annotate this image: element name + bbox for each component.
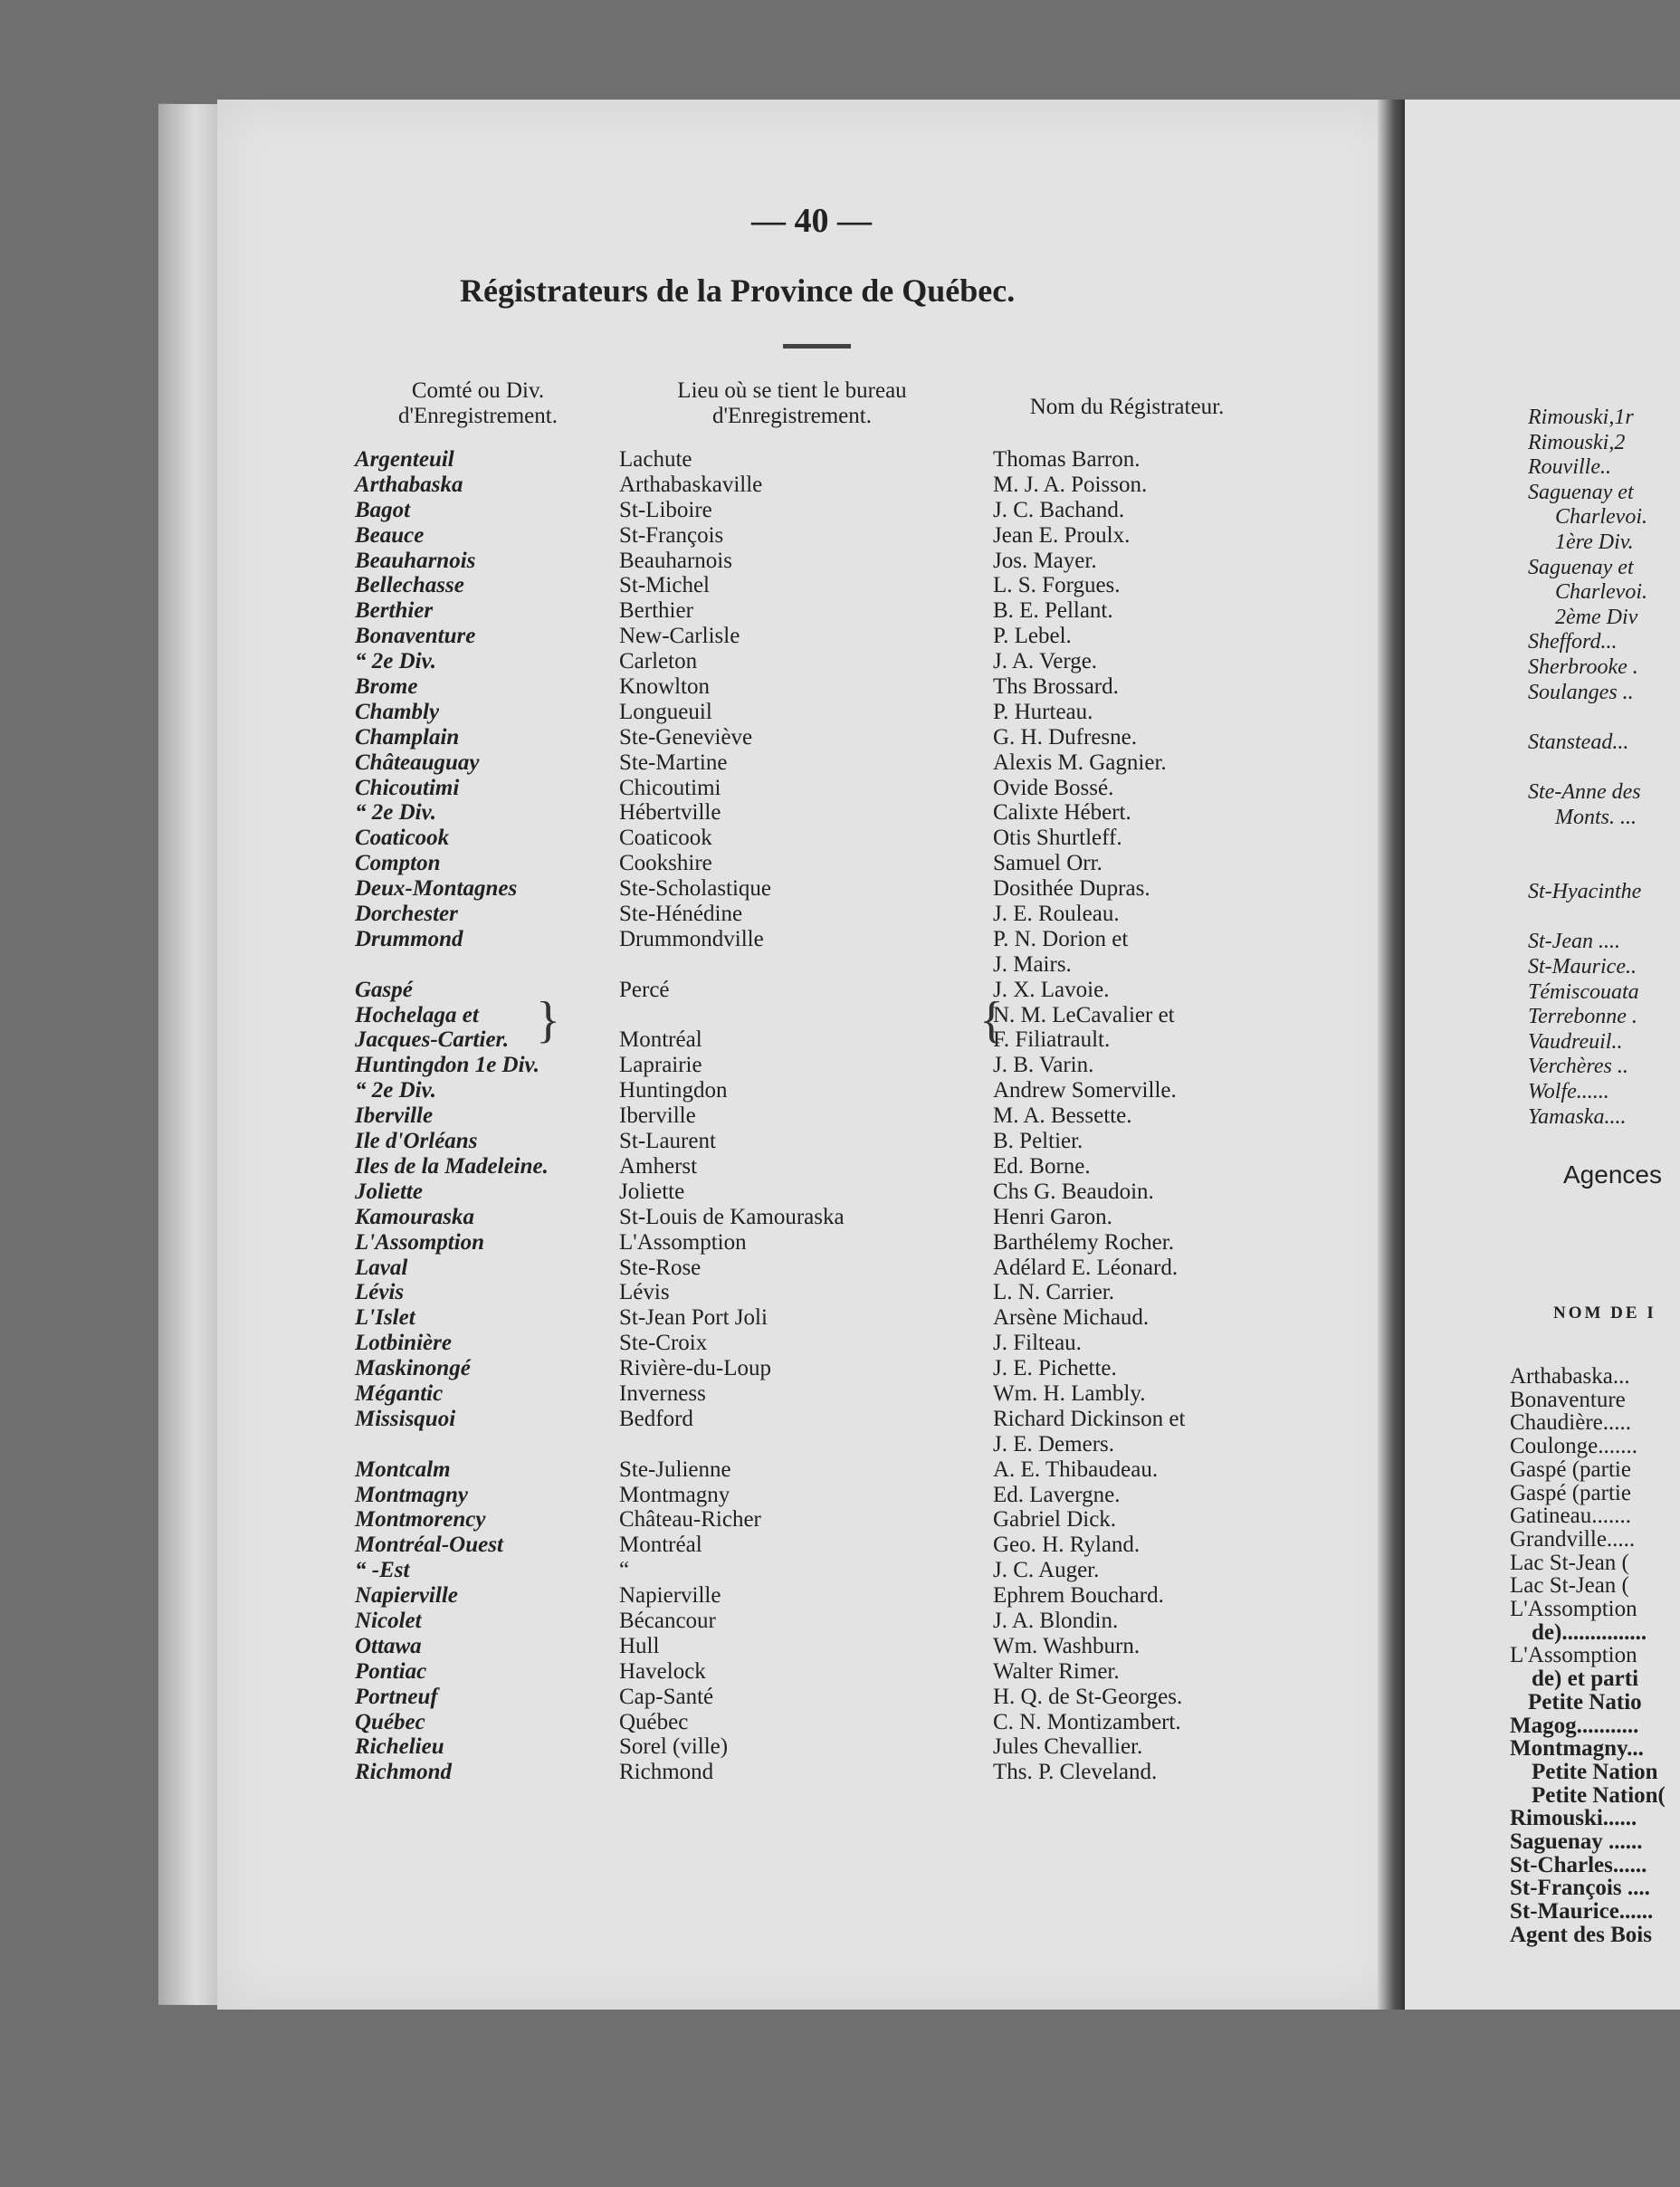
table-row <box>355 978 1305 1003</box>
office-location: Beauharnois <box>619 548 732 573</box>
table-row <box>355 927 1305 952</box>
right-page-agency: St-Maurice...... <box>1510 1899 1654 1924</box>
registrar-name: Richard Dickinson et <box>993 1406 1186 1431</box>
registrar-name: Ephrem Bouchard. <box>993 1583 1164 1609</box>
brace-left: } <box>536 992 560 1049</box>
right-page-county <box>1528 755 1647 780</box>
registrar-name: Samuel Orr. <box>993 851 1102 876</box>
county-name: Portneuf <box>355 1684 438 1709</box>
right-page-county: Rouville.. <box>1528 455 1611 480</box>
office-location: Napierville <box>619 1583 721 1609</box>
column-header-registrar: Nom du Régistrateur. <box>1029 395 1225 419</box>
county-name: Québec <box>355 1709 425 1734</box>
county-name: Chicoutimi <box>355 775 460 800</box>
office-location: Ste-Martine <box>619 750 728 775</box>
registrar-name: M. A. Bessette. <box>993 1103 1132 1129</box>
right-page-county: Monts. ... <box>1555 805 1637 829</box>
registrar-name: J. A. Verge. <box>993 649 1098 674</box>
registrar-name: Thomas Barron. <box>993 447 1141 472</box>
right-page-county: St-Maurice.. <box>1528 955 1637 979</box>
registrar-name: Geo. H. Ryland. <box>993 1533 1141 1558</box>
registrar-name: Alexis M. Gagnier. <box>993 750 1167 775</box>
right-page-agency: Gatineau....... <box>1510 1504 1631 1529</box>
table-row <box>355 1457 1305 1483</box>
right-page-agency: Petite Nation <box>1532 1759 1658 1784</box>
right-page-agency: Arthabaska... <box>1510 1364 1630 1389</box>
right-page-county: Charlevoi. <box>1555 580 1647 605</box>
office-location: Sorel (ville) <box>619 1734 729 1760</box>
county-name: Dorchester <box>355 902 458 927</box>
county-name: Bonaventure <box>355 624 476 649</box>
county-name: Jacques-Cartier. <box>355 1027 510 1053</box>
county-name: L'Assomption <box>355 1229 485 1255</box>
county-name: Richmond <box>355 1760 452 1785</box>
right-page-agency: Lac St-Jean ( <box>1510 1573 1629 1599</box>
table-row <box>355 700 1305 725</box>
table-row <box>355 876 1305 902</box>
office-location: Bécancour <box>619 1608 716 1633</box>
county-name: Gaspé <box>355 977 413 1002</box>
registrar-name: L. N. Carrier. <box>993 1280 1114 1305</box>
office-location: Amherst <box>619 1153 698 1179</box>
right-page-agency: Lac St-Jean ( <box>1510 1550 1629 1575</box>
office-location: Drummondville <box>619 926 764 951</box>
county-name: Nicolet <box>355 1608 422 1633</box>
table-row <box>355 1760 1305 1785</box>
registrar-name: Ths. P. Cleveland. <box>993 1760 1158 1785</box>
table-row <box>355 902 1305 927</box>
right-page-county: Vaudreuil.. <box>1528 1029 1623 1054</box>
office-location: St-Jean Port Joli <box>619 1305 768 1331</box>
registrar-name: Barthélemy Rocher. <box>993 1229 1174 1255</box>
county-name: Laval <box>355 1255 408 1280</box>
office-location: Montréal <box>619 1027 702 1053</box>
right-page-county <box>1528 830 1647 855</box>
office-location: St-François <box>619 522 724 548</box>
right-page-agency: de)............... <box>1532 1619 1647 1645</box>
right-page-county: 1ère Div. <box>1555 530 1634 554</box>
right-page-county: Shefford... <box>1528 630 1618 654</box>
right-page-county: Saguenay et <box>1528 555 1634 579</box>
county-name: Coaticook <box>355 826 450 851</box>
table-row <box>355 1507 1305 1533</box>
table-row <box>355 776 1305 801</box>
table-row <box>355 1053 1305 1078</box>
table-row <box>355 1305 1305 1331</box>
office-location: Cookshire <box>619 851 712 876</box>
county-name: L'Islet <box>355 1305 415 1331</box>
right-page-agency-list <box>1510 1365 1666 1947</box>
office-location: Château-Richer <box>619 1507 761 1533</box>
table-row <box>355 624 1305 649</box>
table-row <box>355 1583 1305 1609</box>
registrar-name: Ed. Borne. <box>993 1153 1091 1179</box>
table-row <box>355 1078 1305 1103</box>
office-location: Lachute <box>619 447 692 472</box>
registrar-name: Ths Brossard. <box>993 674 1119 700</box>
county-name: Napierville <box>355 1583 458 1609</box>
county-name: Chambly <box>355 699 440 724</box>
office-location: Arthabaskaville <box>619 472 763 497</box>
table-row <box>355 1609 1305 1634</box>
office-location: Montmagny <box>619 1482 730 1507</box>
table-row <box>355 549 1305 574</box>
registrar-name: J. B. Varin. <box>993 1053 1094 1078</box>
office-location: Coaticook <box>619 826 712 851</box>
registrar-name: J. E. Rouleau. <box>993 902 1120 927</box>
registrar-name: M. J. A. Poisson. <box>993 472 1148 497</box>
right-page-heading-agences: Agences <box>1563 1160 1662 1189</box>
office-location: Carleton <box>619 649 698 674</box>
county-name: “ 2e Div. <box>355 649 437 674</box>
table-row <box>355 725 1305 750</box>
county-name: Lévis <box>355 1280 405 1305</box>
table-row <box>355 498 1305 523</box>
table-row <box>355 1407 1305 1432</box>
office-location: Hull <box>619 1633 660 1658</box>
table-row <box>355 1558 1305 1583</box>
office-location: Cap-Santé <box>619 1684 714 1709</box>
right-page-county: Ste-Anne des <box>1528 779 1641 804</box>
right-page <box>1405 100 1680 2010</box>
table-row <box>355 1103 1305 1129</box>
county-name: Montmorency <box>355 1507 486 1533</box>
registrar-name: Henri Garon. <box>993 1204 1112 1229</box>
county-name: Montréal-Ouest <box>355 1533 503 1558</box>
registrar-name: Dosithée Dupras. <box>993 876 1150 902</box>
table-row <box>355 1483 1305 1508</box>
county-name: Iles de la Madeleine. <box>355 1153 549 1179</box>
county-name: “ 2e Div. <box>355 800 437 826</box>
registrar-name: Otis Shurtleff. <box>993 826 1122 851</box>
office-location: Richmond <box>619 1760 714 1785</box>
office-location: Huntingdon <box>619 1078 728 1103</box>
page-title: Régistrateurs de la Province de Québec. <box>460 272 1016 309</box>
right-page-agency: L'Assomption <box>1510 1597 1637 1622</box>
county-name: Huntingdon 1e Div. <box>355 1053 539 1078</box>
right-page-county: Verchères .. <box>1528 1055 1628 1079</box>
county-name: Brome <box>355 674 418 700</box>
table-row <box>355 649 1305 674</box>
registrar-name: Wm. H. Lambly. <box>993 1380 1146 1406</box>
registrar-name: J. E. Demers. <box>993 1431 1114 1456</box>
registrar-name: F. Filiatrault. <box>993 1027 1111 1053</box>
right-page-agency: L'Assomption <box>1510 1643 1637 1668</box>
registrar-name: P. N. Dorion et <box>993 926 1129 951</box>
table-row <box>355 1634 1305 1659</box>
county-name: Mégantic <box>355 1380 444 1406</box>
registrar-name: Jos. Mayer. <box>993 548 1097 573</box>
table-row <box>355 523 1305 549</box>
registrar-name: J. Mairs. <box>993 951 1072 977</box>
registrar-name: H. Q. de St-Georges. <box>993 1684 1183 1709</box>
registrar-table <box>355 447 1305 1785</box>
office-location: Ste-Hénédine <box>619 902 743 927</box>
office-location: Bedford <box>619 1406 693 1431</box>
office-location: Ste-Geneviève <box>619 724 753 750</box>
table-row <box>355 800 1305 826</box>
registrar-name: C. N. Montizambert. <box>993 1709 1181 1734</box>
county-name: Montcalm <box>355 1456 451 1482</box>
registrar-name: Jules Chevallier. <box>993 1734 1143 1760</box>
county-name: Pontiac <box>355 1658 427 1684</box>
office-location: St-Louis de Kamouraska <box>619 1204 845 1229</box>
county-name: Missisquoi <box>355 1406 456 1431</box>
table-row <box>355 952 1305 978</box>
table-row <box>355 573 1305 598</box>
right-page-county: Soulanges .. <box>1528 680 1634 704</box>
book-gutter <box>1378 100 1405 2010</box>
registrar-name: Ed. Lavergne. <box>993 1482 1121 1507</box>
office-location: Berthier <box>619 598 693 624</box>
county-name: Berthier <box>355 598 434 624</box>
registrar-name: Chs G. Beaudoin. <box>993 1179 1154 1204</box>
table-row <box>355 1179 1305 1205</box>
office-location: Chicoutimi <box>619 775 721 800</box>
registrar-name: B. E. Pellant. <box>993 598 1113 624</box>
right-page-agency: Bonaventure <box>1510 1387 1626 1412</box>
registrar-name: Wm. Washburn. <box>993 1633 1141 1658</box>
table-row <box>355 1331 1305 1356</box>
office-location: Lévis <box>619 1280 670 1305</box>
column-header-place: Lieu où se tient le bureau d'Enregistrement. <box>677 378 907 428</box>
right-page-agency: Gaspé (partie <box>1510 1480 1631 1505</box>
right-page-county: Stanstead... <box>1528 730 1629 754</box>
right-page-county: St-Jean .... <box>1528 930 1620 954</box>
registrar-name: P. Lebel. <box>993 624 1072 649</box>
right-page-county: St-Hyacinthe <box>1528 880 1642 904</box>
right-page-agency: Gaspé (partie <box>1510 1456 1631 1482</box>
right-page-agency: Grandville..... <box>1510 1526 1636 1552</box>
right-page-county: Témiscouata <box>1528 979 1639 1004</box>
county-name: Iberville <box>355 1103 434 1129</box>
office-location: Joliette <box>619 1179 685 1204</box>
table-row <box>355 1710 1305 1735</box>
right-page-county: Sherbrooke . <box>1528 654 1638 679</box>
right-page-agency: Chaudière..... <box>1510 1410 1631 1436</box>
table-row <box>355 1381 1305 1407</box>
county-name: “ -Est <box>355 1558 410 1583</box>
county-name: Bellechasse <box>355 573 464 598</box>
county-name: Argenteuil <box>355 447 454 472</box>
table-row <box>355 1432 1305 1457</box>
office-location: Montréal <box>619 1533 702 1558</box>
right-page-county <box>1528 905 1647 931</box>
office-location: Laprairie <box>619 1053 702 1078</box>
page-number: — 40 — <box>751 202 872 240</box>
right-page-county: 2ème Div <box>1555 605 1638 629</box>
table-row <box>355 1659 1305 1685</box>
registrar-name: J. E. Pichette. <box>993 1356 1117 1381</box>
registrar-name: Gabriel Dick. <box>993 1507 1117 1533</box>
table-row <box>355 674 1305 700</box>
county-name: Bagot <box>355 497 411 522</box>
registrar-name: Jean E. Proulx. <box>993 522 1131 548</box>
right-page-county-list <box>1528 406 1647 1130</box>
registrar-name: J. A. Blondin. <box>993 1608 1119 1633</box>
right-page-county <box>1528 705 1647 731</box>
right-page-county: Terrebonne . <box>1528 1005 1637 1029</box>
county-name: Châteauguay <box>355 750 480 775</box>
office-location: Inverness <box>619 1380 706 1406</box>
table-row <box>355 1685 1305 1710</box>
office-location: Knowlton <box>619 674 710 700</box>
right-page-agency: Agent des Bois <box>1510 1922 1652 1947</box>
registrar-name: J. Filteau. <box>993 1331 1082 1356</box>
table-row <box>355 1256 1305 1281</box>
right-page-county: Saguenay et <box>1528 480 1634 504</box>
registrar-name: J. X. Lavoie. <box>993 977 1110 1002</box>
county-name: Richelieu <box>355 1734 444 1760</box>
registrar-name: Ovide Bossé. <box>993 775 1114 800</box>
office-location: Ste-Julienne <box>619 1456 731 1482</box>
registrar-name: Walter Rimer. <box>993 1658 1120 1684</box>
county-name: Arthabaska <box>355 472 463 497</box>
registrar-name: Calixte Hébert. <box>993 800 1131 826</box>
right-page-agency: de) et parti <box>1532 1667 1639 1692</box>
registrar-name: G. H. Dufresne. <box>993 724 1137 750</box>
registrar-name: J. C. Auger. <box>993 1558 1100 1583</box>
county-name: Joliette <box>355 1179 423 1204</box>
county-name: Drummond <box>355 926 463 951</box>
right-page-county: Rimouski,1r <box>1528 406 1634 429</box>
table-row <box>355 447 1305 473</box>
office-location: Ste-Rose <box>619 1255 702 1280</box>
county-name: “ 2e Div. <box>355 1078 437 1103</box>
registrar-name: Andrew Somerville. <box>993 1078 1177 1103</box>
office-location: New-Carlisle <box>619 624 740 649</box>
office-location: Hébertville <box>619 800 721 826</box>
registrar-name: L. S. Forgues. <box>993 573 1121 598</box>
office-location: Havelock <box>619 1658 706 1684</box>
right-page-agency: Magog........... <box>1510 1713 1639 1738</box>
table-row <box>355 826 1305 851</box>
registrar-name: A. E. Thibaudeau. <box>993 1456 1159 1482</box>
table-row <box>355 1230 1305 1256</box>
registrar-name: Adélard E. Léonard. <box>993 1255 1179 1280</box>
table-row <box>355 1533 1305 1558</box>
table-row <box>355 851 1305 876</box>
county-name: Ile d'Orléans <box>355 1129 478 1154</box>
table-row <box>355 1003 1305 1028</box>
table-row <box>355 1154 1305 1179</box>
registrar-name: N. M. LeCavalier et <box>993 1002 1175 1027</box>
table-row <box>355 1734 1305 1760</box>
right-page-subheading: NOM DE I <box>1553 1304 1656 1323</box>
office-location: Ste-Croix <box>619 1331 708 1356</box>
right-page-county: Rimouski,2 <box>1528 430 1626 454</box>
table-row <box>355 1129 1305 1154</box>
table-row <box>355 750 1305 776</box>
right-page-agency: St-Charles...... <box>1510 1852 1647 1877</box>
county-name: Maskinongé <box>355 1356 471 1381</box>
office-location: Iberville <box>619 1103 696 1129</box>
office-location: “ <box>619 1558 630 1583</box>
right-page-agency: St-François .... <box>1510 1876 1650 1901</box>
right-page-county <box>1528 855 1647 881</box>
county-name: Beauharnois <box>355 548 476 573</box>
county-name: Champlain <box>355 724 460 750</box>
office-location: Ste-Scholastique <box>619 876 772 902</box>
registrar-name: Arsène Michaud. <box>993 1305 1150 1331</box>
registrar-name: J. C. Bachand. <box>993 497 1125 522</box>
right-page-county: Wolfe...... <box>1528 1080 1609 1104</box>
registrar-name: B. Peltier. <box>993 1129 1083 1154</box>
office-location: L'Assomption <box>619 1229 747 1255</box>
right-page-agency: Coulonge....... <box>1510 1434 1637 1459</box>
office-location: Percé <box>619 977 670 1002</box>
right-page-agency: Montmagny... <box>1510 1736 1644 1762</box>
county-name: Ottawa <box>355 1633 422 1658</box>
table-row <box>355 598 1305 624</box>
office-location: St-Liboire <box>619 497 712 522</box>
county-name: Montmagny <box>355 1482 469 1507</box>
column-header-county: Comté ou Div. d'Enregistrement. <box>398 378 558 428</box>
table-row <box>355 1205 1305 1230</box>
office-location: St-Laurent <box>619 1129 716 1154</box>
county-name: Beauce <box>355 522 425 548</box>
right-page-agency: Petite Natio <box>1528 1689 1642 1714</box>
office-location: Rivière-du-Loup <box>619 1356 772 1381</box>
county-name: Hochelaga et <box>355 1002 479 1027</box>
right-page-agency: Saguenay ...... <box>1510 1829 1643 1855</box>
table-row <box>355 1280 1305 1305</box>
title-rule <box>783 344 851 349</box>
county-name: Deux-Montagnes <box>355 876 518 902</box>
office-location: Québec <box>619 1709 689 1734</box>
registrar-name: P. Hurteau. <box>993 699 1093 724</box>
county-name: Compton <box>355 851 441 876</box>
right-page-agency: Rimouski...... <box>1510 1806 1637 1831</box>
county-name: Lotbinière <box>355 1331 452 1356</box>
table-row <box>355 473 1305 498</box>
table-row <box>355 1356 1305 1381</box>
office-location: Longueuil <box>619 699 712 724</box>
right-page-county: Charlevoi. <box>1555 505 1647 530</box>
office-location: St-Michel <box>619 573 710 598</box>
right-page-county: Yamaska.... <box>1528 1104 1627 1129</box>
brace-right: { <box>979 992 1004 1049</box>
county-name: Kamouraska <box>355 1204 474 1229</box>
right-page-agency: Petite Nation( <box>1532 1782 1666 1808</box>
